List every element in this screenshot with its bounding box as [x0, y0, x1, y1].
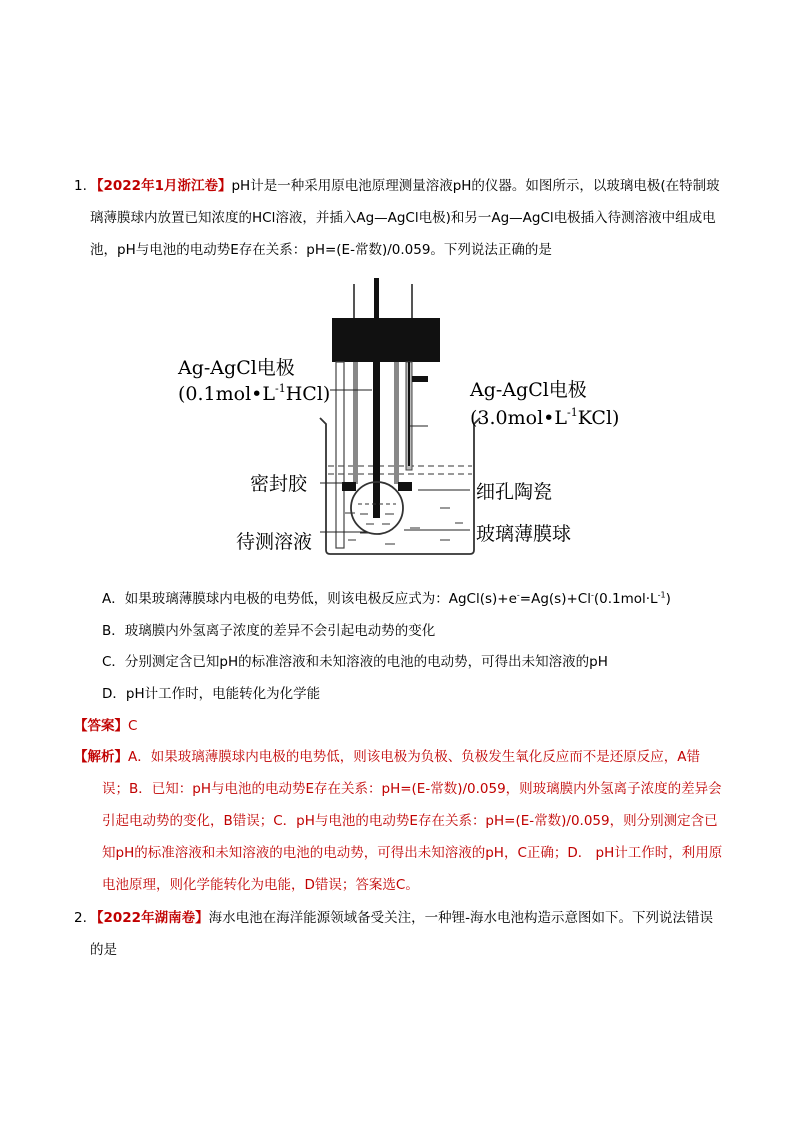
option-c: C．分别测定含已知pH的标准溶液和未知溶液的电池的电动势，可得出未知溶液的pH [102, 654, 608, 670]
label-test-solution: 待测溶液 [236, 531, 313, 553]
label-left-concentration: $(0.1mol•L^{-1}HCl)$ [178, 382, 331, 405]
seal-left [342, 482, 356, 491]
question-source: 【2022年1月浙江卷】 [90, 178, 232, 194]
reference-wire [408, 362, 410, 466]
label-left-electrode: Ag-AgCl电极 [178, 357, 295, 379]
ph-meter-figure [170, 278, 630, 560]
glass-electrode-wall-right [394, 362, 399, 484]
glass-electrode-wall-left [353, 362, 358, 484]
electrode-cap [332, 318, 440, 362]
question-text: 海水电池在海洋能源领域备受关注，一种锂-海水电池构造示意图如下。下列说法错误的是 [90, 910, 713, 958]
analysis-tag: 【解析】 [74, 749, 128, 765]
label-right-electrode: Ag-AgCl电极 [470, 379, 587, 401]
top-wire [374, 278, 379, 320]
seal-right [398, 482, 412, 491]
question-1-text-block [74, 170, 724, 266]
question-text: pH计是一种采用原电池原理测量溶液pH的仪器。如图所示，以玻璃电极(在特制玻璃薄膜球内放置已知浓度的HCl溶液，并插入Ag—AgCl电极)和另一Ag—AgCl电极插入待测溶液中组成电池，pH与电池的电动势E存在关系：pH=(E-常数)/0.059。下列说法正确的是 [90, 178, 720, 258]
option-a: A．如果玻璃薄膜球内电极的电势低，则该电极反应式为：$AgCl(s)+e^-=Ag(s)+Cl^-(0.1mol\cdot L^{-1})$ [102, 590, 671, 607]
question-number: 1. [74, 178, 87, 194]
question-number: 2. [74, 910, 87, 926]
answer-value: C [128, 718, 138, 734]
analysis-text: A．如果玻璃薄膜球内电极的电势低，则该电极为负极、负极发生氧化反应而不是还原反应，A错误；B．已知：pH与电池的电动势E存在关系：pH=(E-常数)/0.059，则玻璃膜内外氢离子浓度的差异会引起电动势的变化，B错误；C．pH与电池的电动势E存在关系：pH=(E-常数)/0.059，则分别测定含已知pH的标准溶液和未知溶液的电池的电动势，可得出未知溶液的pH，C正确；D． pH计工作时，利用原电池原理，则化学能转化为电能，D错误；答案选C。 [102, 749, 723, 893]
label-right-concentration: $(3.0mol•L^{-1}KCl)$ [470, 406, 620, 429]
question-2 [74, 902, 724, 966]
answer-line [74, 716, 137, 736]
question-1 [74, 170, 724, 266]
option-b: B．玻璃膜内外氢离子浓度的差异不会引起电动势的变化 [102, 623, 436, 639]
solution-marks [345, 508, 463, 544]
label-seal: 密封胶 [250, 473, 308, 495]
label-ceramic: 细孔陶瓷 [476, 481, 553, 503]
answer-tag: 【答案】 [74, 718, 128, 734]
side-port [412, 376, 428, 382]
question-source: 【2022年湖南卷】 [90, 910, 209, 926]
option-d: D．pH计工作时，电能转化为化学能 [102, 686, 321, 702]
question-2-text-block [74, 902, 724, 966]
analysis [74, 741, 726, 901]
inner-electrode [373, 362, 380, 518]
label-glass-bulb: 玻璃薄膜球 [476, 523, 572, 545]
